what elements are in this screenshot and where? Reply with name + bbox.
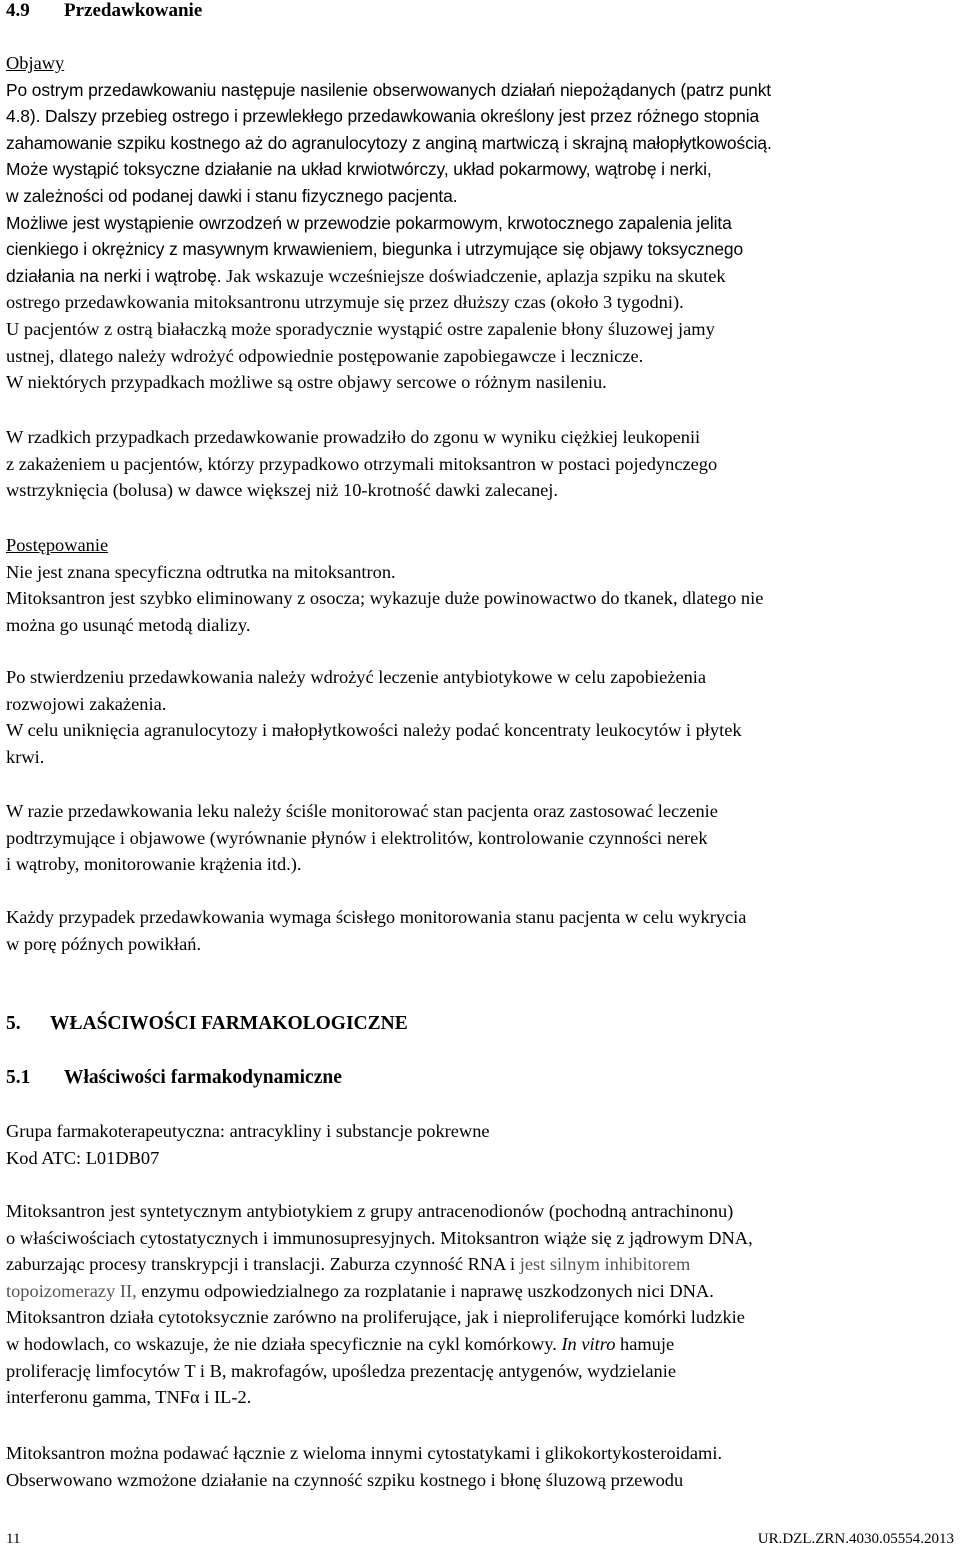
- text-line: Nie jest znana specyficzna odtrutka na mitoksantron.: [6, 561, 396, 582]
- text-run: zaburzając procesy transkrypcji i translacji. Zaburza czynność RNA i: [6, 1254, 520, 1275]
- text-run: działania na nerki i wątrobę.: [6, 265, 222, 286]
- text-line: W celu uniknięcia agranulocytozy i małopłytkowości należy podać koncentraty leukocytów i płytek: [6, 720, 742, 741]
- text-line: zahamowanie szpiku kostnego aż do agranulocytozy z anginą martwiczą i skrajną małopłytkowością.: [6, 132, 772, 153]
- page-footer: [6, 1530, 954, 1548]
- combination-paragraph: [6, 1440, 958, 1493]
- late-complications-paragraph: [6, 904, 958, 957]
- text-line: U pacjentów z ostrą białaczką może sporadycznie wystąpić ostre zapalenie błony śluzowej jamy: [6, 318, 715, 339]
- text-line: w porę późnych powikłań.: [6, 933, 202, 954]
- text-line: W niektórych przypadkach możliwe są ostre objawy sercowe o różnym nasileniu.: [6, 372, 607, 393]
- text-line: Mitoksantron jest szybko eliminowany z osocza; wykazuje duże powinowactwo do tkanek, dlatego nie: [6, 588, 764, 609]
- text-line: [6, 1278, 958, 1305]
- section-number: 5.: [6, 1013, 21, 1034]
- text-line: ustnej, dlatego należy wdrożyć odpowiednie postępowanie zapobiegawcze i lecznicze.: [6, 345, 644, 366]
- antibiotic-paragraph: [6, 664, 958, 770]
- section-number: 4.9: [6, 0, 30, 21]
- section-heading: [6, 1011, 958, 1037]
- text-line: 4.8). Dalszy przebieg ostrego i przewlekłego przedawkowania określony jest przez różnego stopnia: [6, 106, 760, 127]
- text-line: W rzadkich przypadkach przedawkowanie prowadziło do zgonu w wyniku ciężkiej leukopenii: [6, 427, 701, 447]
- section-heading: [6, 1065, 958, 1091]
- section-heading: [6, 0, 958, 24]
- text-line: Może wystąpić toksyczne działanie na układ krwiotwórczy, układ pokarmowy, wątrobę i nerki,: [6, 159, 712, 180]
- text-line: i wątroby, monitorowanie krążenia itd.).: [6, 854, 302, 875]
- section-number: 5.1: [6, 1067, 31, 1088]
- text-line: Mitoksantron jest syntetycznym antybiotykiem z grupy antracenodionów (pochodną antrachinonu): [6, 1201, 734, 1221]
- text-run: topoizomerazy II,: [6, 1280, 137, 1301]
- text-line: Grupa farmakoterapeutyczna: antracykliny i substancje pokrewne: [6, 1121, 490, 1141]
- objawy-subheading: Objawy: [6, 53, 65, 73]
- section-title: WŁAŚCIWOŚCI FARMAKOLOGICZNE: [50, 1013, 408, 1034]
- section-4-9-heading: [6, 0, 958, 24]
- text-line: można go usunąć metodą dializy.: [6, 614, 251, 635]
- text-line: cienkiego i okrężnicy z masywnym krwawieniem, biegunka i utrzymujące się objawy toksycznego: [6, 239, 744, 260]
- text-line: Każdy przypadek przedawkowania wymaga ścisłego monitorowania stanu pacjenta w celu wykrycia: [6, 907, 747, 927]
- postepowanie-block: [6, 532, 958, 638]
- text-line: podtrzymujące i objawowe (wyrównanie płynów i elektrolitów, kontrolowanie czynności nerek: [6, 827, 708, 848]
- text-line: W razie przedawkowania leku należy ściśle monitorować stan pacjenta oraz zastosować leczenie: [6, 801, 718, 821]
- section-5-heading: [6, 1011, 958, 1037]
- text-line: Po ostrym przedawkowaniu następuje nasilenie obserwowanych działań niepożądanych (patrz punkt: [6, 79, 772, 100]
- text-line: Obserwowano wzmożone działanie na czynność szpiku kostnego i błonę śluzową przewodu: [6, 1469, 684, 1490]
- pharmacotherapeutic-group: [6, 1118, 958, 1171]
- text-line: [6, 263, 958, 290]
- text-run: Jak wskazuje wcześniejsze doświadczenie, aplazja szpiku na skutek: [221, 265, 726, 286]
- page-number: 11: [6, 1531, 21, 1547]
- text-line: interferonu gamma, TNFα i IL-2.: [6, 1387, 252, 1408]
- text-line: ostrego przedawkowania mitoksantronu utrzymuje się przez dłuższy czas (około 3 tygodni).: [6, 292, 684, 313]
- text-run-italic: In vitro: [561, 1333, 616, 1354]
- text-line: Mitoksantron można podawać łącznie z wieloma innymi cytostatykami i glikokortykosteroidami.: [6, 1443, 723, 1463]
- text-line: rozwojowi zakażenia.: [6, 693, 167, 714]
- text-line: [6, 1331, 958, 1358]
- text-line: Możliwe jest wystąpienie owrzodzeń w przewodzie pokarmowym, krwotocznego zapalenia jelita: [6, 212, 732, 233]
- text-line: z zakażeniem u pacjentów, którzy przypadkowo otrzymali mitoksantron w postaci pojedynczego: [6, 453, 718, 474]
- objawy-block: [6, 50, 958, 396]
- section-5-1-heading: [6, 1065, 958, 1091]
- text-run: enzymu odpowiedzialnego za rozplatanie i naprawę uszkodzonych nici DNA.: [136, 1280, 714, 1301]
- postepowanie-subheading: Postępowanie: [6, 535, 109, 555]
- text-line: wstrzyknięcia (bolusa) w dawce większej niż 10-krotność dawki zalecanej.: [6, 480, 559, 501]
- text-line: o właściwościach cytostatycznych i immunosupresyjnych. Mitoksantron wiąże się z jądrowym DNA,: [6, 1227, 753, 1248]
- text-line: w zależności od podanej dawki i stanu fizycznego pacjenta.: [6, 185, 458, 206]
- text-line: Po stwierdzeniu przedawkowania należy wdrożyć leczenie antybiotykowe w celu zapobieżenia: [6, 667, 707, 687]
- document-reference: UR.DZL.ZRN.4030.05554.2013: [757, 1531, 954, 1547]
- section-title: Właściwości farmakodynamiczne: [64, 1067, 342, 1088]
- text-line: proliferację limfocytów T i B, makrofagów, upośledza prezentację antygenów, wydzielanie: [6, 1360, 676, 1381]
- text-line: krwi.: [6, 746, 45, 767]
- text-run: jest silnym inhibitorem: [519, 1254, 691, 1275]
- text-run: hamuje: [615, 1333, 675, 1354]
- monitoring-paragraph: [6, 798, 958, 878]
- text-line: [6, 1251, 958, 1278]
- text-line: Mitoksantron działa cytotoksycznie zarówno na proliferujące, jak i nieproliferujące komórki ludzkie: [6, 1307, 745, 1328]
- text-run: w hodowlach, co wskazuje, że nie działa specyficznie na cykl komórkowy.: [6, 1333, 562, 1354]
- atc-code: Kod ATC: L01DB07: [6, 1147, 160, 1168]
- section-title: Przedawkowanie: [64, 0, 203, 21]
- fatal-cases-paragraph: [6, 424, 958, 504]
- mechanism-paragraph: [6, 1198, 958, 1411]
